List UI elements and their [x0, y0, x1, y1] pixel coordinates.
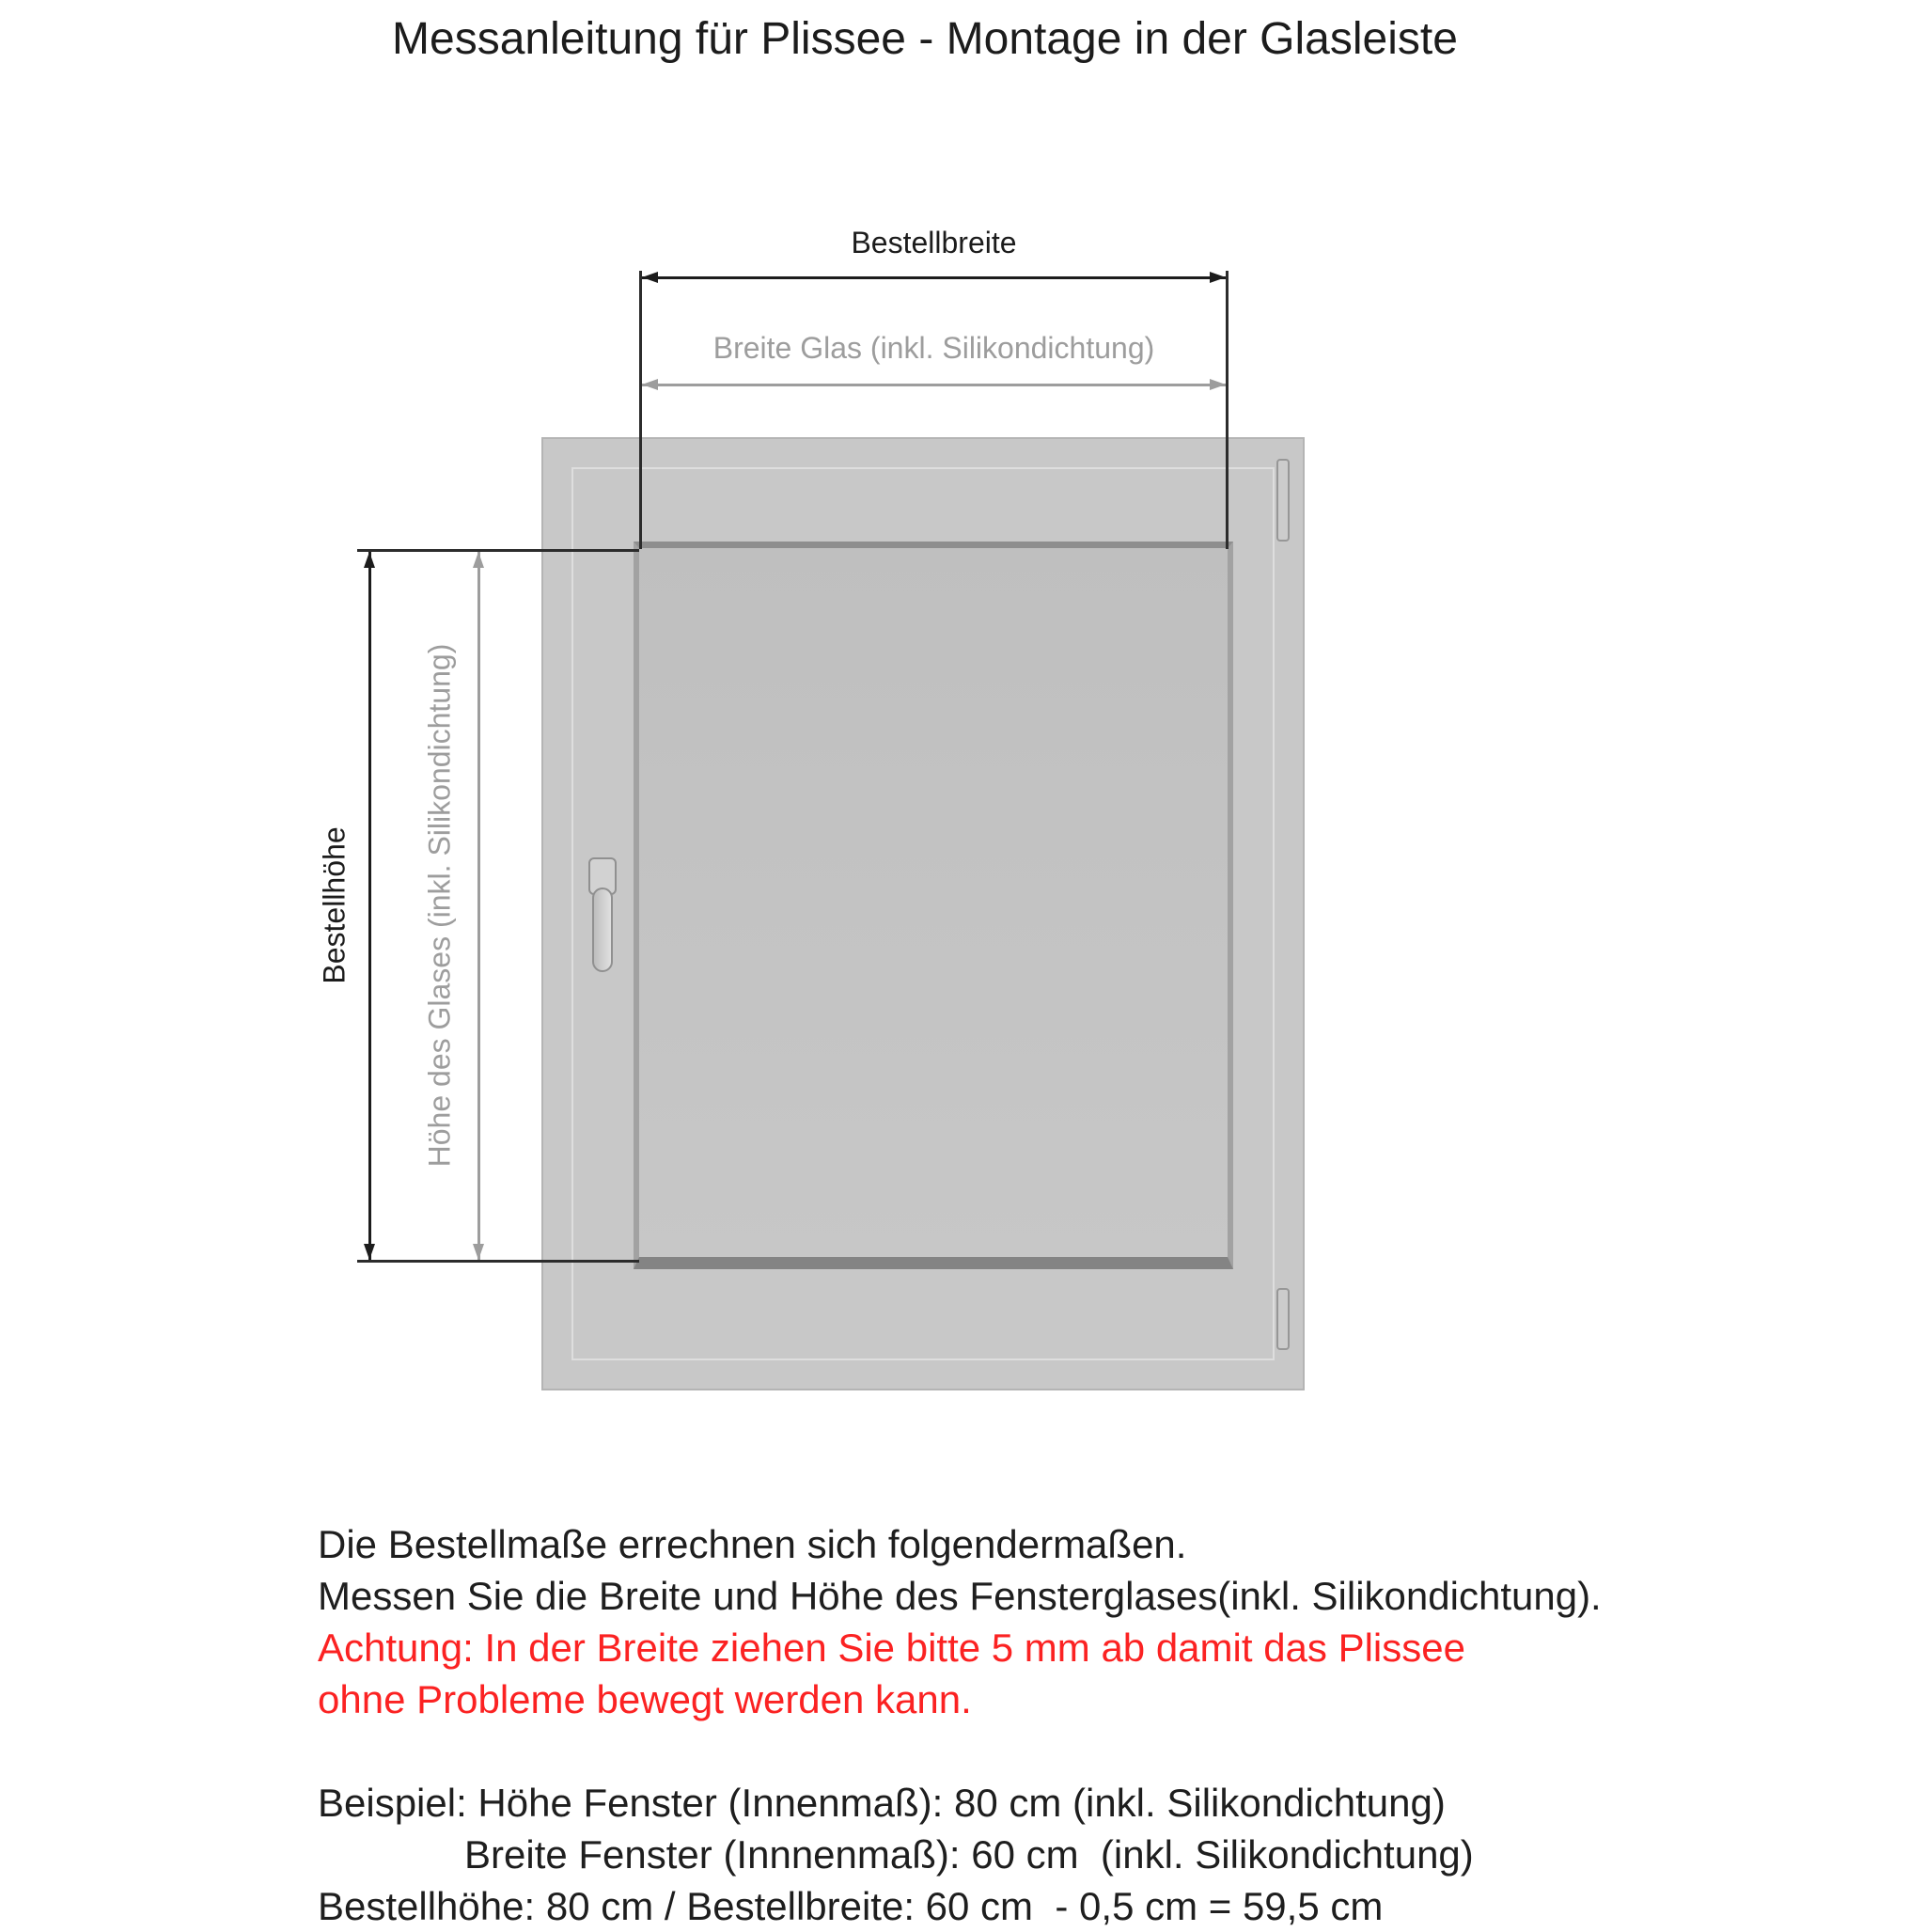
warning-line-2: ohne Probleme bewegt werden kann. [318, 1677, 972, 1721]
order-width-arrow [642, 276, 1226, 279]
page-title: Messanleitung für Plissee - Montage in der Glasleiste [392, 14, 1458, 64]
order-height-label: Bestellhöhe [317, 826, 352, 984]
extension-line-glass-top [357, 549, 639, 552]
instruction-line-1: Die Bestellmaße errechnen sich folgendermaßen. [318, 1522, 1187, 1566]
example-line-2: Breite Fenster (Innnenmaß): 60 cm (inkl. Silikondichtung) [464, 1832, 1474, 1877]
example-line-1: Beispiel: Höhe Fenster (Innenmaß): 80 cm (inkl. Silikondichtung) [318, 1781, 1446, 1825]
order-height-arrow [368, 552, 371, 1260]
glass-width-arrow [642, 384, 1226, 386]
extension-line-glass-bottom [357, 1260, 639, 1263]
example-line-3: Bestellhöhe: 80 cm / Bestellbreite: 60 cm - 0,5 cm = 59,5 cm [318, 1884, 1384, 1928]
window-handle-grip [592, 887, 613, 972]
extension-line-glass-left [639, 271, 642, 549]
glass-height-label: Höhe des Glases (inkl. Silikondichtung) [422, 643, 457, 1168]
hinge-bottom-icon [1276, 1288, 1290, 1350]
window-frame [541, 437, 1305, 1390]
instructions-text [318, 1518, 1602, 1932]
window-handle-icon [588, 857, 620, 972]
warning-line-1: Achtung: In der Breite ziehen Sie bitte 5 mm ab damit das Plissee [318, 1626, 1465, 1670]
glass-height-arrow [477, 552, 480, 1260]
hinge-top-icon [1276, 459, 1290, 542]
glass-width-label: Breite Glas (inkl. Silikondichtung) [712, 331, 1155, 365]
extension-line-glass-right [1226, 271, 1229, 549]
window-glass [634, 542, 1233, 1269]
instruction-line-2: Messen Sie die Breite und Höhe des Fensterglases(inkl. Silikondichtung). [318, 1574, 1602, 1618]
order-width-label: Bestellbreite [851, 226, 1017, 259]
